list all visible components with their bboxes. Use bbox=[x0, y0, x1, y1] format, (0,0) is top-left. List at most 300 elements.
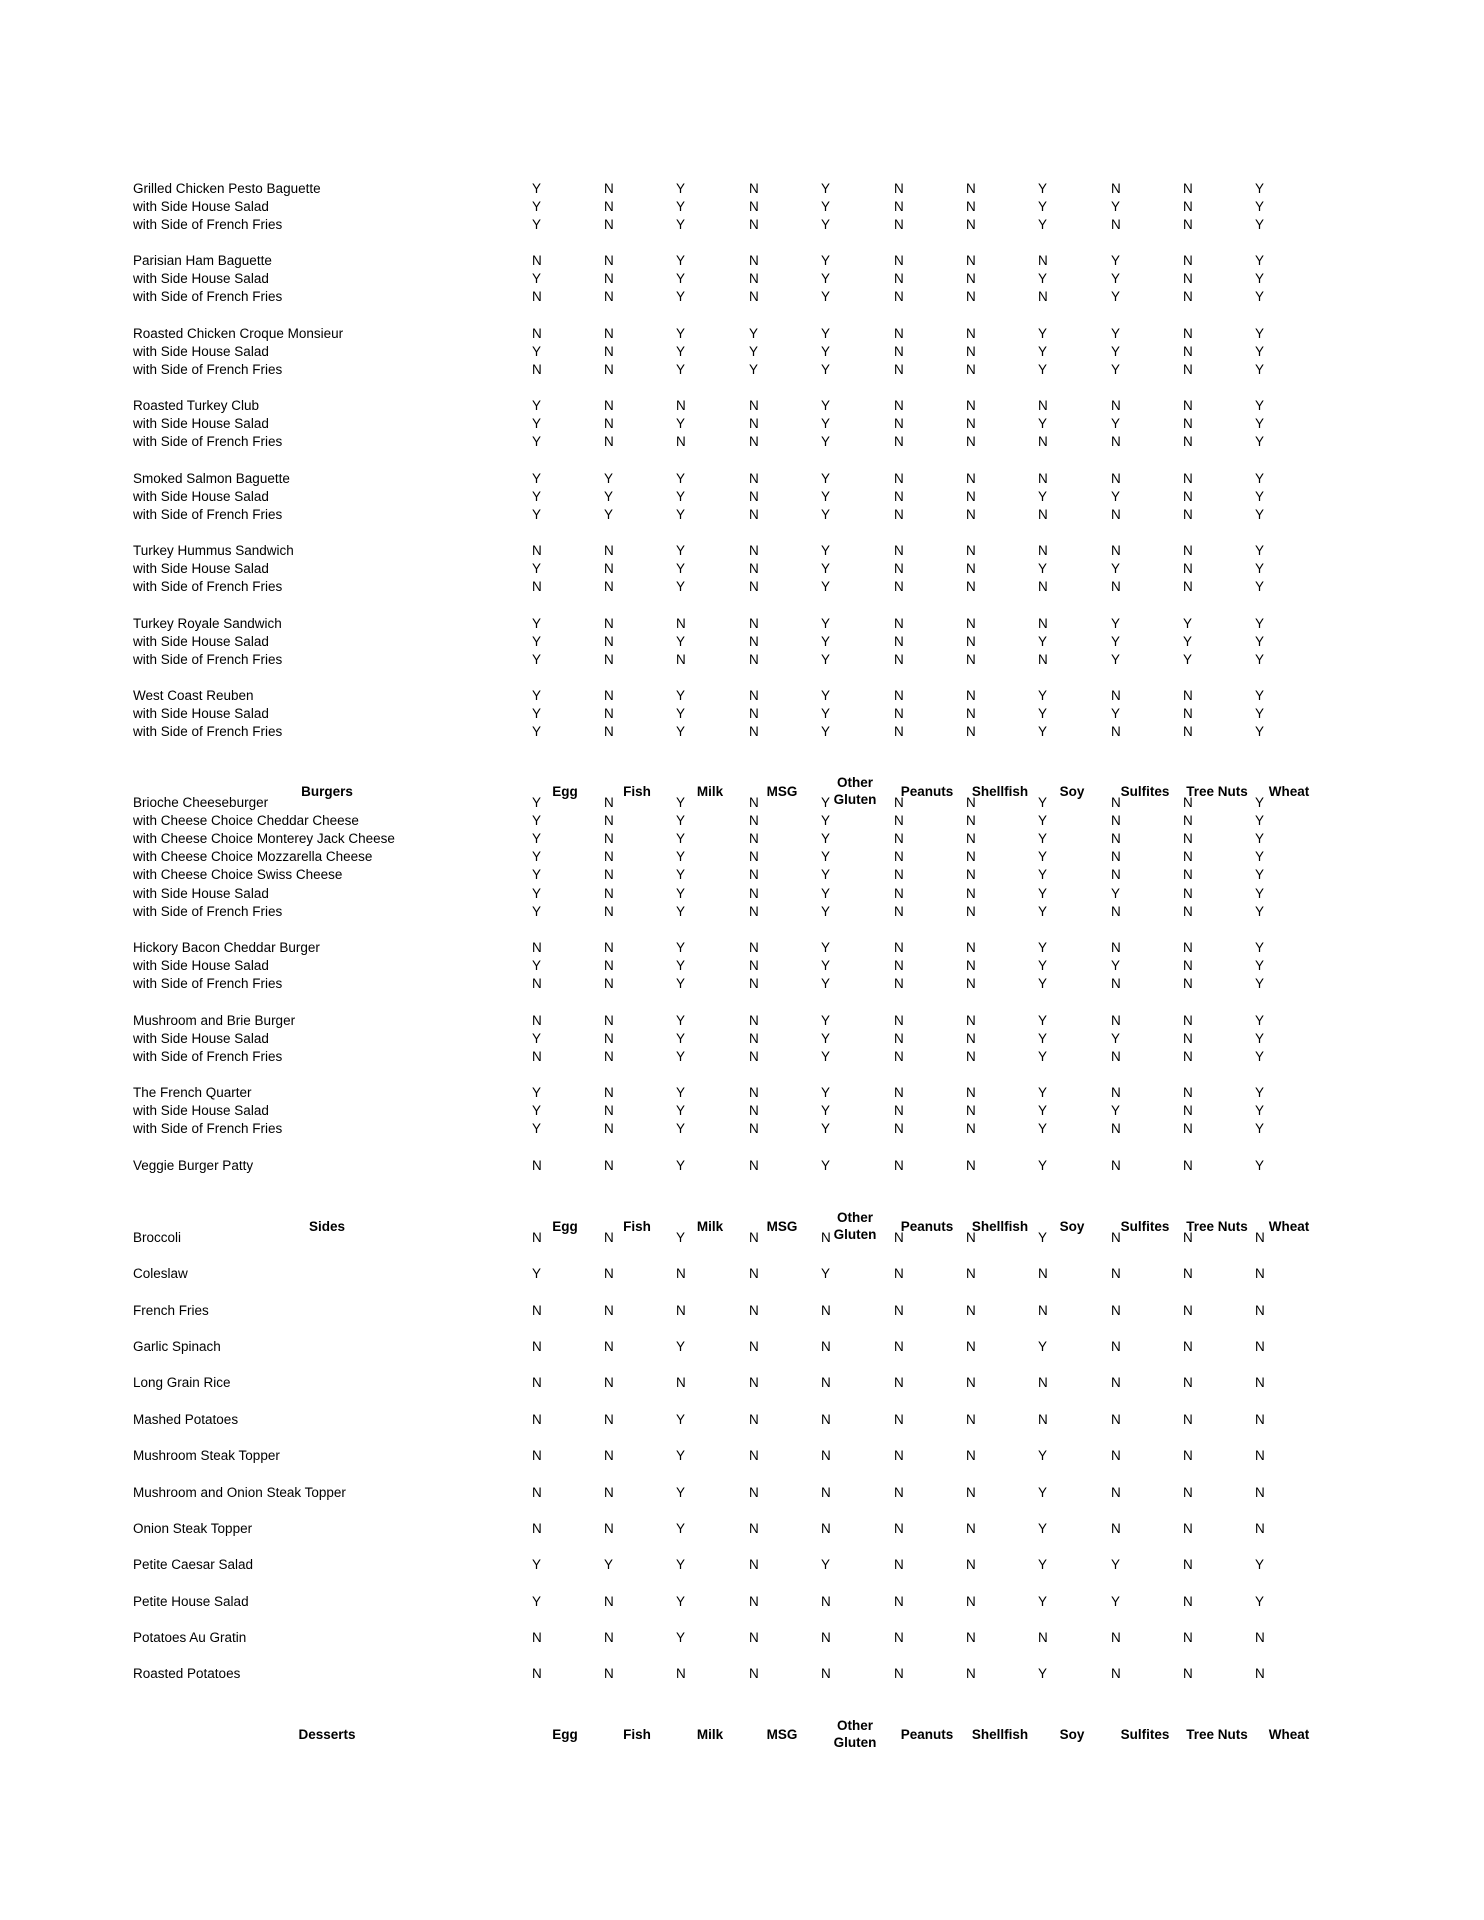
item-name: Mushroom and Brie Burger bbox=[133, 1013, 296, 1028]
allergen-flag: Y bbox=[532, 271, 542, 286]
allergen-flag: N bbox=[1111, 1339, 1121, 1354]
allergen-flag: Y bbox=[1038, 271, 1048, 286]
allergen-flag: Y bbox=[1255, 1031, 1265, 1046]
allergen-flag: N bbox=[1255, 1666, 1265, 1681]
allergen-flag: N bbox=[894, 1448, 904, 1463]
item-name: with Side of French Fries bbox=[133, 1121, 283, 1136]
allergen-flag: N bbox=[676, 1303, 686, 1318]
allergen-flag: Y bbox=[821, 795, 831, 810]
table-row bbox=[0, 1374, 1484, 1392]
allergen-flag: Y bbox=[1255, 867, 1265, 882]
allergen-flag: N bbox=[1038, 1375, 1048, 1390]
allergen-flag: N bbox=[1111, 543, 1121, 558]
allergen-flag: Y bbox=[676, 1230, 686, 1245]
allergen-flag: N bbox=[1183, 813, 1193, 828]
allergen-flag: Y bbox=[1038, 416, 1048, 431]
table-row bbox=[0, 252, 1484, 270]
allergen-flag: Y bbox=[676, 471, 686, 486]
allergen-flag: Y bbox=[821, 416, 831, 431]
allergen-flag: N bbox=[604, 652, 614, 667]
allergen-flag: Y bbox=[532, 181, 542, 196]
allergen-flag: N bbox=[1111, 724, 1121, 739]
allergen-flag: N bbox=[966, 1266, 976, 1281]
allergen-flag: Y bbox=[532, 507, 542, 522]
item-name: with Side of French Fries bbox=[133, 362, 283, 377]
allergen-flag: Y bbox=[532, 706, 542, 721]
allergen-flag: N bbox=[966, 1594, 976, 1609]
allergen-flag: N bbox=[1111, 904, 1121, 919]
table-row bbox=[0, 270, 1484, 288]
allergen-flag: N bbox=[1111, 398, 1121, 413]
allergen-flag: Y bbox=[676, 706, 686, 721]
table-row bbox=[0, 957, 1484, 975]
table-row bbox=[0, 633, 1484, 651]
allergen-flag: N bbox=[966, 579, 976, 594]
allergen-flag: Y bbox=[1111, 616, 1121, 631]
item-name: Grilled Chicken Pesto Baguette bbox=[133, 181, 321, 196]
allergen-flag: N bbox=[532, 1158, 542, 1173]
allergen-flag: Y bbox=[1255, 289, 1265, 304]
allergen-flag: N bbox=[1183, 217, 1193, 232]
allergen-flag: N bbox=[1183, 724, 1193, 739]
allergen-flag: Y bbox=[676, 561, 686, 576]
allergen-flag: N bbox=[1038, 398, 1048, 413]
allergen-flag: N bbox=[1183, 867, 1193, 882]
allergen-flag: Y bbox=[532, 489, 542, 504]
allergen-flag: Y bbox=[532, 199, 542, 214]
allergen-flag: N bbox=[1183, 199, 1193, 214]
allergen-flag: Y bbox=[532, 1103, 542, 1118]
allergen-flag: Y bbox=[676, 362, 686, 377]
allergen-flag: N bbox=[894, 616, 904, 631]
item-name: with Side House Salad bbox=[133, 706, 269, 721]
allergen-flag: N bbox=[604, 253, 614, 268]
allergen-flag: Y bbox=[676, 1103, 686, 1118]
item-name: with Cheese Choice Mozzarella Cheese bbox=[133, 849, 373, 864]
allergen-flag: Y bbox=[1255, 253, 1265, 268]
allergen-flag: N bbox=[1183, 1049, 1193, 1064]
allergen-flag: N bbox=[749, 1375, 759, 1390]
item-name: Broccoli bbox=[133, 1230, 182, 1245]
item-name: West Coast Reuben bbox=[133, 688, 254, 703]
item-name: with Side House Salad bbox=[133, 634, 269, 649]
allergen-flag: N bbox=[749, 217, 759, 232]
allergen-flag: N bbox=[1183, 253, 1193, 268]
allergen-flag: Y bbox=[532, 795, 542, 810]
allergen-flag: N bbox=[1183, 1666, 1193, 1681]
allergen-flag: N bbox=[966, 1158, 976, 1173]
allergen-flag: N bbox=[1111, 831, 1121, 846]
item-name: with Side House Salad bbox=[133, 199, 269, 214]
allergen-flag: N bbox=[821, 1412, 831, 1427]
allergen-flag: N bbox=[1183, 958, 1193, 973]
allergen-flag: N bbox=[1183, 434, 1193, 449]
allergen-flag: Y bbox=[749, 344, 759, 359]
item-name: with Side of French Fries bbox=[133, 652, 283, 667]
allergen-flag: N bbox=[1183, 507, 1193, 522]
table-row bbox=[0, 1520, 1484, 1538]
allergen-flag: N bbox=[532, 1303, 542, 1318]
table-row bbox=[0, 397, 1484, 415]
allergen-flag: Y bbox=[532, 217, 542, 232]
allergen-flag: N bbox=[1111, 849, 1121, 864]
allergen-flag: Y bbox=[1255, 489, 1265, 504]
allergen-flag: Y bbox=[1111, 271, 1121, 286]
allergen-flag: N bbox=[749, 795, 759, 810]
allergen-flag: Y bbox=[604, 471, 614, 486]
allergen-flag: N bbox=[749, 616, 759, 631]
allergen-flag: Y bbox=[821, 1085, 831, 1100]
allergen-flag: N bbox=[604, 940, 614, 955]
allergen-flag: Y bbox=[821, 289, 831, 304]
allergen-flag: Y bbox=[532, 1085, 542, 1100]
allergen-flag: N bbox=[894, 1230, 904, 1245]
allergen-flag: Y bbox=[1255, 471, 1265, 486]
allergen-flag: N bbox=[1183, 398, 1193, 413]
allergen-flag: N bbox=[1111, 1375, 1121, 1390]
allergen-flag: Y bbox=[821, 326, 831, 341]
allergen-flag: Y bbox=[821, 471, 831, 486]
allergen-flag: Y bbox=[676, 724, 686, 739]
allergen-flag: Y bbox=[1255, 1594, 1265, 1609]
allergen-flag: Y bbox=[676, 1049, 686, 1064]
allergen-flag: N bbox=[749, 1303, 759, 1318]
allergen-flag: N bbox=[894, 1031, 904, 1046]
allergen-flag: Y bbox=[676, 688, 686, 703]
allergen-flag: N bbox=[1255, 1303, 1265, 1318]
allergen-flag: N bbox=[894, 1375, 904, 1390]
allergen-flag: N bbox=[1183, 940, 1193, 955]
allergen-flag: Y bbox=[1111, 1594, 1121, 1609]
allergen-flag: N bbox=[532, 253, 542, 268]
allergen-flag: N bbox=[966, 1412, 976, 1427]
allergen-flag: Y bbox=[821, 1013, 831, 1028]
allergen-flag: N bbox=[532, 1339, 542, 1354]
allergen-flag: N bbox=[604, 579, 614, 594]
allergen-flag: N bbox=[1183, 271, 1193, 286]
allergen-flag: N bbox=[1183, 1158, 1193, 1173]
allergen-flag: Y bbox=[821, 1049, 831, 1064]
allergen-flag: N bbox=[749, 1103, 759, 1118]
table-row bbox=[0, 1338, 1484, 1356]
item-name: with Side of French Fries bbox=[133, 1049, 283, 1064]
allergen-flag: Y bbox=[821, 344, 831, 359]
allergen-flag: Y bbox=[1255, 344, 1265, 359]
allergen-flag: Y bbox=[821, 904, 831, 919]
allergen-flag: N bbox=[1038, 616, 1048, 631]
table-row bbox=[0, 542, 1484, 560]
allergen-flag: N bbox=[604, 1049, 614, 1064]
allergen-flag: N bbox=[604, 1485, 614, 1500]
allergen-flag: Y bbox=[604, 507, 614, 522]
allergen-flag: N bbox=[604, 1666, 614, 1681]
allergen-flag: N bbox=[821, 1448, 831, 1463]
allergen-flag: N bbox=[532, 1448, 542, 1463]
item-name: Veggie Burger Patty bbox=[133, 1158, 254, 1173]
allergen-flag: Y bbox=[532, 849, 542, 864]
allergen-flag: N bbox=[1111, 940, 1121, 955]
allergen-flag: N bbox=[749, 849, 759, 864]
table-row bbox=[0, 1120, 1484, 1138]
table-row bbox=[0, 794, 1484, 812]
allergen-flag: N bbox=[1255, 1412, 1265, 1427]
allergen-flag: N bbox=[894, 1049, 904, 1064]
allergen-flag: N bbox=[604, 616, 614, 631]
item-name: with Cheese Choice Cheddar Cheese bbox=[133, 813, 359, 828]
column-header: Peanuts bbox=[900, 784, 954, 799]
allergen-flag: N bbox=[894, 579, 904, 594]
allergen-flag: Y bbox=[532, 813, 542, 828]
allergen-flag: N bbox=[966, 199, 976, 214]
allergen-flag: N bbox=[821, 1303, 831, 1318]
allergen-flag: N bbox=[604, 289, 614, 304]
allergen-flag: N bbox=[1183, 1266, 1193, 1281]
allergen-flag: Y bbox=[532, 652, 542, 667]
allergen-flag: N bbox=[749, 1521, 759, 1536]
allergen-flag: Y bbox=[676, 543, 686, 558]
allergen-flag: N bbox=[749, 867, 759, 882]
allergen-flag: N bbox=[1111, 1630, 1121, 1645]
allergen-flag: N bbox=[604, 976, 614, 991]
allergen-flag: N bbox=[1111, 181, 1121, 196]
table-row bbox=[0, 1447, 1484, 1465]
allergen-flag: Y bbox=[676, 199, 686, 214]
allergen-flag: N bbox=[894, 849, 904, 864]
column-header: Fish bbox=[623, 1219, 651, 1234]
allergen-flag: N bbox=[894, 976, 904, 991]
allergen-flag: Y bbox=[1255, 940, 1265, 955]
allergen-flag: N bbox=[966, 1339, 976, 1354]
allergen-flag: Y bbox=[604, 1557, 614, 1572]
allergen-flag: Y bbox=[821, 398, 831, 413]
allergen-flag: N bbox=[966, 652, 976, 667]
allergen-flag: N bbox=[966, 958, 976, 973]
allergen-flag: N bbox=[604, 904, 614, 919]
allergen-flag: N bbox=[1111, 1448, 1121, 1463]
item-name: with Side House Salad bbox=[133, 271, 269, 286]
allergen-flag: Y bbox=[821, 724, 831, 739]
table-row bbox=[0, 1484, 1484, 1502]
table-row bbox=[0, 361, 1484, 379]
allergen-flag: N bbox=[894, 271, 904, 286]
allergen-flag: N bbox=[894, 867, 904, 882]
allergen-flag: N bbox=[1183, 831, 1193, 846]
allergen-flag: N bbox=[966, 886, 976, 901]
allergen-flag: N bbox=[894, 1666, 904, 1681]
allergen-flag: N bbox=[821, 1230, 831, 1245]
allergen-flag: N bbox=[1111, 1666, 1121, 1681]
column-header: Egg bbox=[552, 1727, 578, 1742]
allergen-flag: N bbox=[1111, 1266, 1121, 1281]
allergen-flag: N bbox=[749, 1448, 759, 1463]
allergen-flag: N bbox=[894, 289, 904, 304]
allergen-flag: N bbox=[604, 1448, 614, 1463]
item-name: Parisian Ham Baguette bbox=[133, 253, 272, 268]
allergen-flag: N bbox=[749, 398, 759, 413]
column-header-line: Other bbox=[836, 1718, 873, 1733]
allergen-flag: N bbox=[1183, 1013, 1193, 1028]
allergen-flag: N bbox=[604, 398, 614, 413]
allergen-flag: Y bbox=[1038, 886, 1048, 901]
allergen-flag: N bbox=[966, 1303, 976, 1318]
table-row bbox=[0, 180, 1484, 198]
allergen-flag: N bbox=[1038, 507, 1048, 522]
allergen-flag: Y bbox=[532, 904, 542, 919]
allergen-flag: N bbox=[894, 1339, 904, 1354]
column-header: MSG bbox=[766, 1219, 798, 1234]
allergen-flag: N bbox=[966, 1375, 976, 1390]
allergen-flag: N bbox=[676, 398, 686, 413]
column-header: Sulfites bbox=[1120, 784, 1170, 799]
column-header: Soy bbox=[1059, 784, 1085, 799]
table-row bbox=[0, 723, 1484, 741]
allergen-flag: N bbox=[821, 1521, 831, 1536]
allergen-flag: N bbox=[1038, 1266, 1048, 1281]
allergen-flag: N bbox=[1111, 1085, 1121, 1100]
allergen-flag: N bbox=[749, 1339, 759, 1354]
allergen-flag: Y bbox=[821, 1031, 831, 1046]
allergen-flag: N bbox=[749, 904, 759, 919]
item-name: with Side of French Fries bbox=[133, 217, 283, 232]
allergen-flag: N bbox=[966, 1103, 976, 1118]
allergen-flag: N bbox=[532, 940, 542, 955]
allergen-flag: Y bbox=[676, 1557, 686, 1572]
allergen-flag: Y bbox=[1038, 1031, 1048, 1046]
allergen-flag: N bbox=[749, 976, 759, 991]
allergen-flag: Y bbox=[676, 1121, 686, 1136]
allergen-flag: N bbox=[1038, 543, 1048, 558]
allergen-flag: Y bbox=[1038, 1485, 1048, 1500]
allergen-flag: N bbox=[894, 958, 904, 973]
allergen-flag: Y bbox=[821, 1557, 831, 1572]
allergen-flag: Y bbox=[1255, 1103, 1265, 1118]
allergen-flag: N bbox=[604, 181, 614, 196]
allergen-flag: N bbox=[749, 1594, 759, 1609]
column-header-line: Gluten bbox=[833, 1735, 877, 1750]
item-name: with Side House Salad bbox=[133, 489, 269, 504]
allergen-flag: N bbox=[749, 1630, 759, 1645]
allergen-flag: Y bbox=[676, 904, 686, 919]
allergen-flag: N bbox=[966, 416, 976, 431]
allergen-flag: N bbox=[894, 416, 904, 431]
allergen-flag: N bbox=[604, 849, 614, 864]
allergen-flag: Y bbox=[1038, 1557, 1048, 1572]
allergen-flag: N bbox=[894, 398, 904, 413]
item-name: Roasted Turkey Club bbox=[133, 398, 260, 413]
table-row bbox=[0, 615, 1484, 633]
allergen-flag: Y bbox=[1038, 561, 1048, 576]
allergen-flag: Y bbox=[821, 1158, 831, 1173]
table-row bbox=[0, 343, 1484, 361]
item-name: with Cheese Choice Monterey Jack Cheese bbox=[133, 831, 395, 846]
allergen-flag: N bbox=[894, 706, 904, 721]
allergen-flag: Y bbox=[532, 867, 542, 882]
allergen-flag: Y bbox=[1255, 543, 1265, 558]
allergen-flag: N bbox=[894, 886, 904, 901]
column-header: Tree Nuts bbox=[1186, 1219, 1248, 1234]
allergen-flag: N bbox=[894, 831, 904, 846]
allergen-flag: N bbox=[966, 1557, 976, 1572]
allergen-flag: N bbox=[604, 1121, 614, 1136]
allergen-flag: Y bbox=[1255, 1085, 1265, 1100]
allergen-flag: N bbox=[966, 217, 976, 232]
allergen-flag: N bbox=[966, 976, 976, 991]
allergen-flag: N bbox=[966, 344, 976, 359]
allergen-flag: Y bbox=[1038, 1448, 1048, 1463]
column-header: Milk bbox=[696, 784, 724, 799]
allergen-flag: N bbox=[966, 1230, 976, 1245]
allergen-flag: N bbox=[1183, 1031, 1193, 1046]
allergen-flag: Y bbox=[1111, 416, 1121, 431]
allergen-flag: N bbox=[966, 398, 976, 413]
allergen-flag: N bbox=[966, 1013, 976, 1028]
column-header: Peanuts bbox=[900, 1219, 954, 1234]
item-name: with Side of French Fries bbox=[133, 904, 283, 919]
allergen-flag: Y bbox=[1255, 217, 1265, 232]
allergen-flag: N bbox=[1111, 976, 1121, 991]
allergen-flag: Y bbox=[1111, 1031, 1121, 1046]
allergen-flag: Y bbox=[1038, 1594, 1048, 1609]
allergen-flag: Y bbox=[1255, 886, 1265, 901]
allergen-flag: N bbox=[604, 362, 614, 377]
column-header: MSG bbox=[766, 784, 798, 799]
allergen-flag: Y bbox=[1255, 434, 1265, 449]
allergen-flag: N bbox=[1183, 1121, 1193, 1136]
allergen-flag: N bbox=[1183, 326, 1193, 341]
allergen-flag: N bbox=[1183, 1630, 1193, 1645]
allergen-flag: N bbox=[894, 326, 904, 341]
allergen-flag: N bbox=[1183, 181, 1193, 196]
allergen-flag: Y bbox=[821, 434, 831, 449]
allergen-flag: N bbox=[604, 1521, 614, 1536]
allergen-flag: N bbox=[966, 940, 976, 955]
allergen-flag: N bbox=[1111, 1521, 1121, 1536]
allergen-flag: Y bbox=[821, 1266, 831, 1281]
allergen-flag: N bbox=[966, 867, 976, 882]
allergen-flag: N bbox=[1183, 1557, 1193, 1572]
allergen-flag: Y bbox=[676, 831, 686, 846]
allergen-flag: Y bbox=[1255, 398, 1265, 413]
allergen-flag: Y bbox=[821, 489, 831, 504]
allergen-flag: N bbox=[604, 326, 614, 341]
allergen-flag: N bbox=[894, 561, 904, 576]
allergen-flag: Y bbox=[532, 1031, 542, 1046]
allergen-flag: N bbox=[532, 1630, 542, 1645]
allergen-flag: N bbox=[894, 507, 904, 522]
item-name: Petite Caesar Salad bbox=[133, 1557, 254, 1572]
column-header: Milk bbox=[696, 1727, 724, 1742]
allergen-flag: Y bbox=[821, 616, 831, 631]
allergen-flag: N bbox=[1255, 1630, 1265, 1645]
allergen-flag: N bbox=[604, 1375, 614, 1390]
allergen-flag: Y bbox=[1111, 561, 1121, 576]
allergen-flag: N bbox=[966, 1121, 976, 1136]
section-title: Desserts bbox=[298, 1727, 356, 1742]
allergen-flag: N bbox=[749, 1557, 759, 1572]
allergen-flag: N bbox=[676, 434, 686, 449]
section-title: Sides bbox=[308, 1219, 346, 1234]
allergen-flag: Y bbox=[532, 471, 542, 486]
allergen-flag: Y bbox=[1255, 958, 1265, 973]
allergen-flag: N bbox=[1111, 1412, 1121, 1427]
allergen-flag: Y bbox=[1038, 1666, 1048, 1681]
item-name: Coleslaw bbox=[133, 1266, 188, 1281]
table-row bbox=[0, 885, 1484, 903]
allergen-flag: Y bbox=[821, 199, 831, 214]
allergen-flag: Y bbox=[821, 181, 831, 196]
allergen-flag: N bbox=[966, 724, 976, 739]
allergen-flag: Y bbox=[676, 634, 686, 649]
